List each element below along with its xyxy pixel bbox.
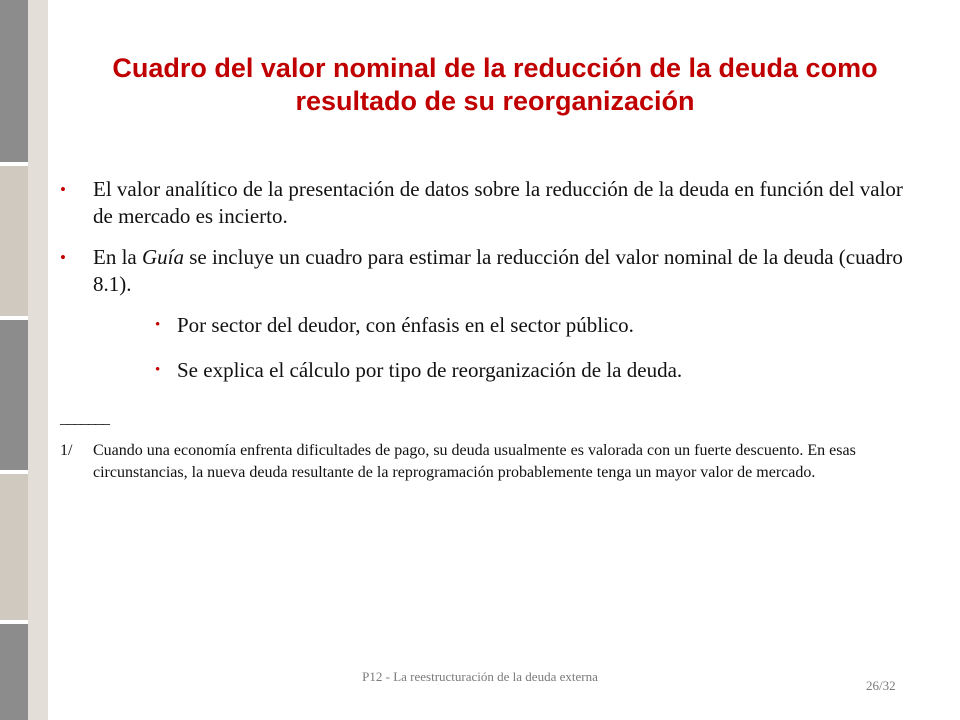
bullet-text: En la Guía se incluye un cuadro para estimar la reducción del valor nominal de la deuda (cuadro 8.1).: [93, 245, 903, 296]
sub-bullet-item: [155, 357, 920, 384]
page-number: 26/32: [866, 678, 896, 693]
bullet-list: [60, 176, 920, 402]
footnote-text: Cuando una economía enfrenta dificultades de pago, su deuda usualmente es valorada con un fuerte descuento. En esas circunstancias, la nueva deuda resultante de la reprogramación probablemente tenga un mayor valor de mercado.: [93, 442, 856, 481]
side-bar-segment: [0, 624, 28, 720]
bullet-item: [60, 244, 920, 298]
slide-title: Cuadro del valor nominal de la reducción de la deuda como resultado de su reorganización: [112, 53, 878, 116]
guide-reference: Guía: [141, 245, 184, 269]
sub-bullet-item: [155, 312, 920, 339]
decorative-side-bar: [0, 0, 52, 720]
side-bar-segment: [0, 166, 28, 316]
footnote-rule: _______: [60, 410, 109, 427]
footnote-marker: 1/: [60, 442, 73, 459]
slide-footer: P12 - La reestructuración de la deuda externa: [362, 669, 598, 684]
bullet-text: El valor analítico de la presentación de datos sobre la reducción de la deuda en función del valor de mercado es incierto.: [93, 177, 903, 228]
sub-bullet-text: Se explica el cálculo por tipo de reorganización de la deuda.: [177, 358, 683, 382]
bullet-icon: •: [60, 248, 66, 267]
side-bar-segment: [0, 474, 28, 620]
side-bar-segment: [0, 0, 28, 162]
side-bar-edge: [28, 0, 48, 720]
sub-bullet-text: Por sector del deudor, con énfasis en el sector público.: [177, 313, 634, 337]
footnote: [60, 440, 910, 484]
side-bar-segment: [0, 320, 28, 470]
bullet-icon: •: [60, 180, 66, 199]
bullet-icon: •: [155, 317, 161, 333]
bullet-item: [60, 176, 920, 230]
bullet-icon: •: [155, 362, 161, 378]
